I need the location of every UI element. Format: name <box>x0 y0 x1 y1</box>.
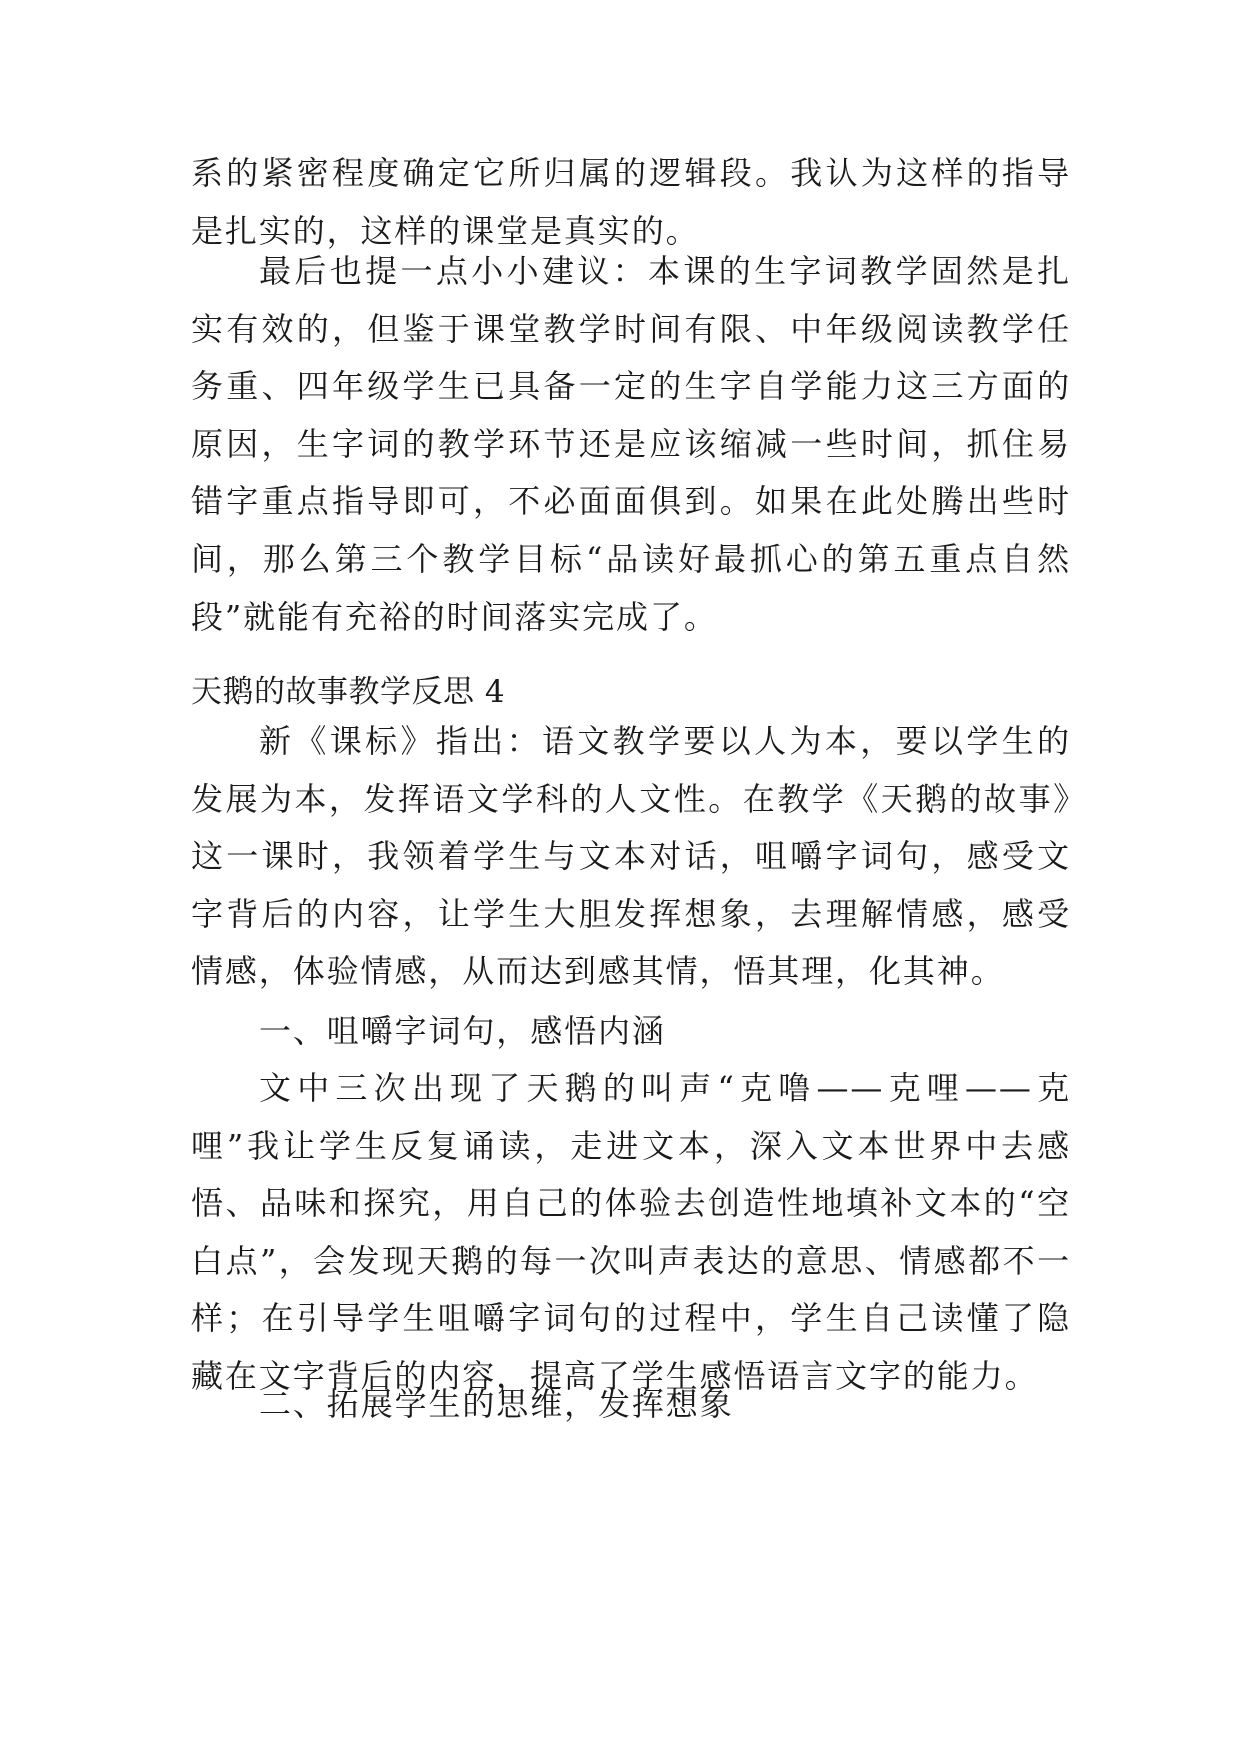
paragraph-intro: 新《课标》指出：语文教学要以人为本，要以学生的发展为本，发挥语文学科的人文性。在教学《天鹅的故事》这一课时，我领着学生与文本对话，咀嚼字词句，感受文字背后的内容，让学生大胆发挥想象，去理解情感，感受情感，体验情感，从而达到感其情，悟其理，化其神。 <box>191 722 1071 991</box>
paragraph-continuation: 系的紧密程度确定它所归属的逻辑段。我认为这样的指导是扎实的，这样的课堂是真实的。 <box>191 154 1071 250</box>
subheading-two: 二、拓展学生的思维，发挥想象 <box>259 1385 734 1423</box>
section-heading: 天鹅的故事教学反思 4 <box>191 674 506 710</box>
paragraph-suggestion: 最后也提一点小小建议：本课的生字词教学固然是扎实有效的，但鉴于课堂教学时间有限、中年级阅读教学任务重、四年级学生已具备一定的生字自学能力这三方面的原因，生字词的教学环节还是应该缩减一些时间，抓住易错字重点指导即可，不必面面俱到。如果在此处腾出些时间，那么第三个教学目标“品读好最抓心的第五重点自然段”就能有充裕的时间落实完成了。 <box>191 252 1071 636</box>
paragraph-one-body: 文中三次出现了天鹅的叫声“克噜——克哩——克哩”我让学生反复诵读，走进文本，深入文本世界中去感悟、品味和探究，用自己的体验去创造性地填补文本的“空白点”，会发现天鹅的每一次叫声表达的意思、情感都不一样；在引导学生咀嚼字词句的过程中，学生自己读懂了隐藏在文字背后的内容，提高了学生感悟语言文字的能力。 <box>191 1069 1071 1395</box>
subheading-one: 一、咀嚼字词句，感悟内涵 <box>259 1012 666 1050</box>
